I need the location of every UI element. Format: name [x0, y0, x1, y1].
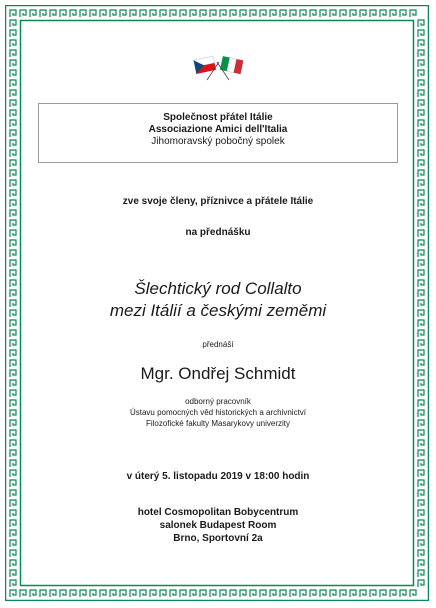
event-datetime: v úterý 5. listopadu 2019 v 18:00 hodin — [126, 471, 310, 482]
association-name-it: Associazione Amici dell'Italia — [148, 124, 288, 135]
association-name-cz: Společnost přátel Itálie — [163, 112, 273, 123]
speaker-faculty: Filozofické fakulty Masarykovy univerzity — [145, 419, 291, 428]
crossed-flags-icon — [193, 54, 243, 89]
lecture-label: na přednášku — [185, 227, 251, 238]
speaker-role: odborný pracovník — [185, 397, 251, 406]
presenter-label: přednáší — [202, 340, 234, 349]
invitation-content — [30, 30, 406, 578]
lecture-title-line1: Šlechtický rod Collalto — [134, 279, 302, 298]
lecture-title-line2: mezi Itálií a českými zeměmi — [109, 301, 327, 320]
invite-line: zve svoje členy, příznivce a přátele Itálie — [122, 196, 314, 207]
venue-line2: salonek Budapest Room — [159, 520, 277, 531]
speaker-department: Ústavu pomocných věd historických a archivnictví — [129, 408, 307, 417]
association-branch: Jihomoravský pobočný spolek — [151, 136, 285, 147]
venue-line1: hotel Cosmopolitan Bobycentrum — [137, 507, 299, 518]
venue-line3: Brno, Sportovní 2a — [173, 533, 263, 544]
association-box — [38, 103, 398, 163]
speaker-name: Mgr. Ondřej Schmidt — [140, 364, 296, 383]
